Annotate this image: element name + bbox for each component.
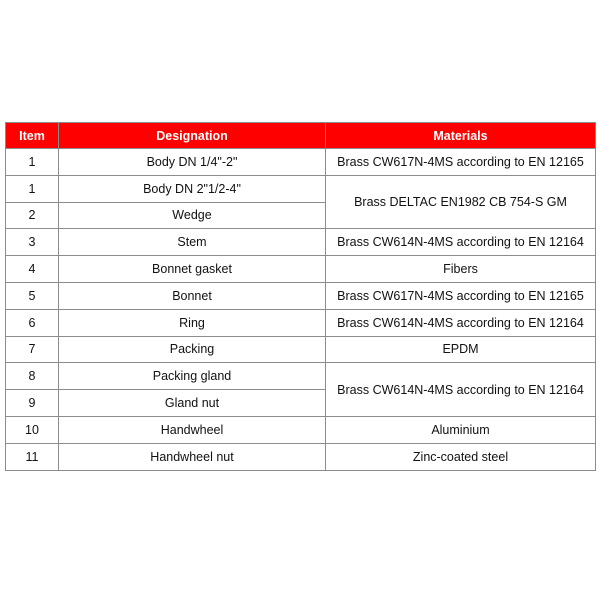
designation-cell: Body DN 2"1/2-4" (59, 175, 326, 202)
item-cell: 9 (6, 390, 59, 417)
table-row (6, 336, 596, 363)
item-cell: 5 (6, 282, 59, 309)
material-cell: Brass CW617N-4MS according to EN 12165 (326, 282, 596, 309)
designation-cell: Packing (59, 336, 326, 363)
designation-cell: Bonnet (59, 282, 326, 309)
designation-cell: Handwheel (59, 416, 326, 443)
material-cell: Brass DELTAC EN1982 CB 754-S GM (326, 175, 596, 229)
item-cell: 10 (6, 416, 59, 443)
item-cell: 6 (6, 309, 59, 336)
material-cell: Aluminium (326, 416, 596, 443)
item-cell: 2 (6, 202, 59, 229)
material-cell: Brass CW614N-4MS according to EN 12164 (326, 229, 596, 256)
table-header-row (6, 123, 596, 149)
designation-cell: Wedge (59, 202, 326, 229)
column-header-designation: Designation (59, 123, 326, 149)
designation-cell: Packing gland (59, 363, 326, 390)
table-row (6, 309, 596, 336)
column-header-materials: Materials (326, 123, 596, 149)
designation-cell: Body DN 1/4"-2" (59, 149, 326, 176)
material-cell: Zinc-coated steel (326, 443, 596, 470)
item-cell: 3 (6, 229, 59, 256)
table-row (6, 175, 596, 202)
table-row (6, 282, 596, 309)
item-cell: 11 (6, 443, 59, 470)
designation-cell: Gland nut (59, 390, 326, 417)
designation-cell: Bonnet gasket (59, 256, 326, 283)
item-cell: 8 (6, 363, 59, 390)
material-cell: Brass CW614N-4MS according to EN 12164 (326, 363, 596, 417)
item-cell: 7 (6, 336, 59, 363)
designation-cell: Ring (59, 309, 326, 336)
designation-cell: Stem (59, 229, 326, 256)
column-header-item: Item (6, 123, 59, 149)
item-cell: 1 (6, 175, 59, 202)
item-cell: 1 (6, 149, 59, 176)
material-cell: Brass CW617N-4MS according to EN 12165 (326, 149, 596, 176)
table-row (6, 416, 596, 443)
table-row (6, 229, 596, 256)
item-cell: 4 (6, 256, 59, 283)
table-row (6, 363, 596, 390)
table-row (6, 149, 596, 176)
parts-table (5, 122, 596, 471)
table-row (6, 443, 596, 470)
material-cell: Fibers (326, 256, 596, 283)
material-cell: EPDM (326, 336, 596, 363)
designation-cell: Handwheel nut (59, 443, 326, 470)
table-row (6, 256, 596, 283)
material-cell: Brass CW614N-4MS according to EN 12164 (326, 309, 596, 336)
